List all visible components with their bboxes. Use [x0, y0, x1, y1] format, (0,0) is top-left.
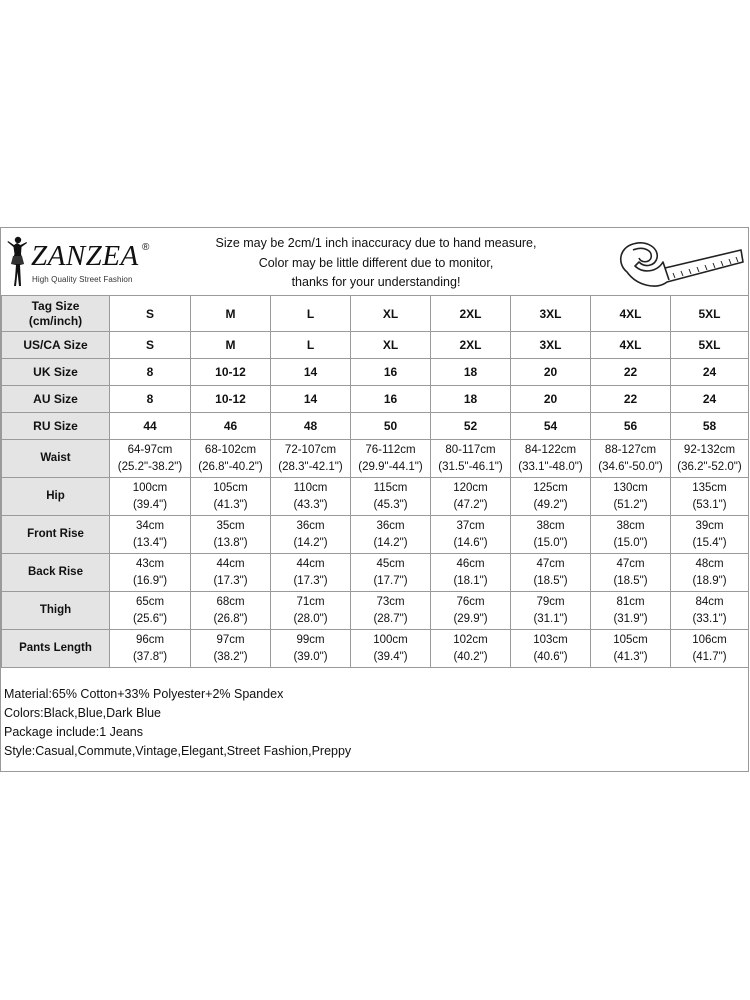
brand-logo [5, 234, 155, 290]
row-label: Tag Size (cm/inch) [2, 296, 110, 332]
detail-material: Material:65% Cotton+33% Polyester+2% Spandex [4, 687, 284, 701]
table-row [2, 413, 749, 440]
table-cell: 56 [591, 413, 671, 440]
table-cell: 14 [271, 386, 351, 413]
table-cell: 36cm (14.2") [271, 516, 351, 554]
row-label: Front Rise [2, 516, 110, 554]
table-cell: 16 [351, 386, 431, 413]
table-cell: 5XL [671, 332, 749, 359]
fashion-woman-icon [5, 234, 29, 288]
row-label: RU Size [2, 413, 110, 440]
table-cell: 4XL [591, 332, 671, 359]
table-cell: 5XL [671, 296, 749, 332]
table-cell: 22 [591, 386, 671, 413]
table-cell: 76-112cm (29.9"-44.1") [351, 440, 431, 478]
table-cell: 79cm (31.1") [511, 592, 591, 630]
table-cell: 97cm (38.2") [191, 630, 271, 668]
table-cell: S [110, 332, 191, 359]
chart-header [1, 228, 748, 295]
table-cell: 3XL [511, 332, 591, 359]
table-cell: 125cm (49.2") [511, 478, 591, 516]
row-label: UK Size [2, 359, 110, 386]
row-label: AU Size [2, 386, 110, 413]
table-cell: L [271, 332, 351, 359]
table-cell: M [191, 296, 271, 332]
table-row [2, 630, 749, 668]
table-cell: 76cm (29.9") [431, 592, 511, 630]
table-cell: 10-12 [191, 386, 271, 413]
row-label: Pants Length [2, 630, 110, 668]
table-row [2, 386, 749, 413]
table-cell: 103cm (40.6") [511, 630, 591, 668]
notice-line: Size may be 2cm/1 inch inaccuracy due to hand measure, [215, 236, 537, 250]
table-cell: 135cm (53.1") [671, 478, 749, 516]
table-row [2, 478, 749, 516]
table-cell: 100cm (39.4") [351, 630, 431, 668]
table-cell: 73cm (28.7") [351, 592, 431, 630]
detail-style: Style:Casual,Commute,Vintage,Elegant,Street Fashion,Preppy [4, 744, 352, 758]
detail-package: Package include:1 Jeans [4, 725, 143, 739]
measurement-notice [181, 234, 571, 293]
table-cell: 68-102cm (26.8"-40.2") [191, 440, 271, 478]
measuring-tape-icon [613, 232, 745, 292]
table-row [2, 296, 749, 332]
table-cell: M [191, 332, 271, 359]
notice-line: Color may be little different due to monitor, [258, 255, 494, 270]
table-cell: 99cm (39.0") [271, 630, 351, 668]
table-cell: 44cm (17.3") [271, 554, 351, 592]
table-cell: S [110, 296, 191, 332]
table-cell: 72-107cm (28.3"-42.1") [271, 440, 351, 478]
table-cell: 105cm (41.3") [191, 478, 271, 516]
row-label: Back Rise [2, 554, 110, 592]
table-cell: 105cm (41.3") [591, 630, 671, 668]
table-cell: 35cm (13.8") [191, 516, 271, 554]
table-cell: 20 [511, 386, 591, 413]
table-cell: 38cm (15.0") [591, 516, 671, 554]
table-cell: 44 [110, 413, 191, 440]
row-label: Thigh [2, 592, 110, 630]
table-cell: 84-122cm (33.1"-48.0") [511, 440, 591, 478]
table-cell: 45cm (17.7") [351, 554, 431, 592]
table-cell: 14 [271, 359, 351, 386]
table-cell: 81cm (31.9") [591, 592, 671, 630]
table-row [2, 516, 749, 554]
brand-name: ZANZEA [31, 240, 139, 272]
table-cell: 8 [110, 359, 191, 386]
table-cell: 100cm (39.4") [110, 478, 191, 516]
table-cell: 110cm (43.3") [271, 478, 351, 516]
table-cell: 48cm (18.9") [671, 554, 749, 592]
table-cell: 2XL [431, 296, 511, 332]
table-cell: 24 [671, 386, 749, 413]
detail-colors: Colors:Black,Blue,Dark Blue [4, 706, 162, 720]
table-cell: 4XL [591, 296, 671, 332]
table-cell: 80-117cm (31.5"-46.1") [431, 440, 511, 478]
table-cell: 16 [351, 359, 431, 386]
table-cell: 46cm (18.1") [431, 554, 511, 592]
table-cell: 102cm (40.2") [431, 630, 511, 668]
table-cell: 3XL [511, 296, 591, 332]
table-cell: L [271, 296, 351, 332]
registered-mark: ® [142, 242, 150, 253]
table-row [2, 440, 749, 478]
row-label: US/CA Size [2, 332, 110, 359]
table-row [2, 332, 749, 359]
table-cell: 130cm (51.2") [591, 478, 671, 516]
table-cell: XL [351, 296, 431, 332]
table-cell: 64-97cm (25.2"-38.2") [110, 440, 191, 478]
table-cell: 71cm (28.0") [271, 592, 351, 630]
table-cell: 43cm (16.9") [110, 554, 191, 592]
table-cell: 36cm (14.2") [351, 516, 431, 554]
table-cell: 68cm (26.8") [191, 592, 271, 630]
table-cell: 10-12 [191, 359, 271, 386]
table-cell: 115cm (45.3") [351, 478, 431, 516]
table-cell: 84cm (33.1") [671, 592, 749, 630]
table-cell: 22 [591, 359, 671, 386]
table-cell: 50 [351, 413, 431, 440]
table-cell: 47cm (18.5") [511, 554, 591, 592]
table-row [2, 592, 749, 630]
table-cell: 65cm (25.6") [110, 592, 191, 630]
table-cell: 46 [191, 413, 271, 440]
row-label: Waist [2, 440, 110, 478]
table-cell: 37cm (14.6") [431, 516, 511, 554]
table-cell: 54 [511, 413, 591, 440]
table-cell: 38cm (15.0") [511, 516, 591, 554]
table-cell: 34cm (13.4") [110, 516, 191, 554]
table-cell: 92-132cm (36.2"-52.0") [671, 440, 749, 478]
table-cell: 88-127cm (34.6"-50.0") [591, 440, 671, 478]
table-cell: 39cm (15.4") [671, 516, 749, 554]
table-cell: 2XL [431, 332, 511, 359]
table-cell: 48 [271, 413, 351, 440]
table-cell: XL [351, 332, 431, 359]
table-cell: 106cm (41.7") [671, 630, 749, 668]
size-chart-sheet [0, 227, 749, 772]
table-cell: 120cm (47.2") [431, 478, 511, 516]
table-cell: 20 [511, 359, 591, 386]
product-details [4, 685, 351, 761]
table-cell: 96cm (37.8") [110, 630, 191, 668]
size-table [1, 295, 749, 668]
table-cell: 24 [671, 359, 749, 386]
table-row [2, 359, 749, 386]
table-cell: 52 [431, 413, 511, 440]
table-cell: 18 [431, 386, 511, 413]
table-cell: 47cm (18.5") [591, 554, 671, 592]
table-cell: 58 [671, 413, 749, 440]
notice-line: thanks for your understanding! [291, 275, 461, 289]
table-row [2, 554, 749, 592]
table-cell: 18 [431, 359, 511, 386]
brand-tagline: High Quality Street Fashion [32, 275, 133, 284]
table-cell: 44cm (17.3") [191, 554, 271, 592]
table-cell: 8 [110, 386, 191, 413]
row-label: Hip [2, 478, 110, 516]
